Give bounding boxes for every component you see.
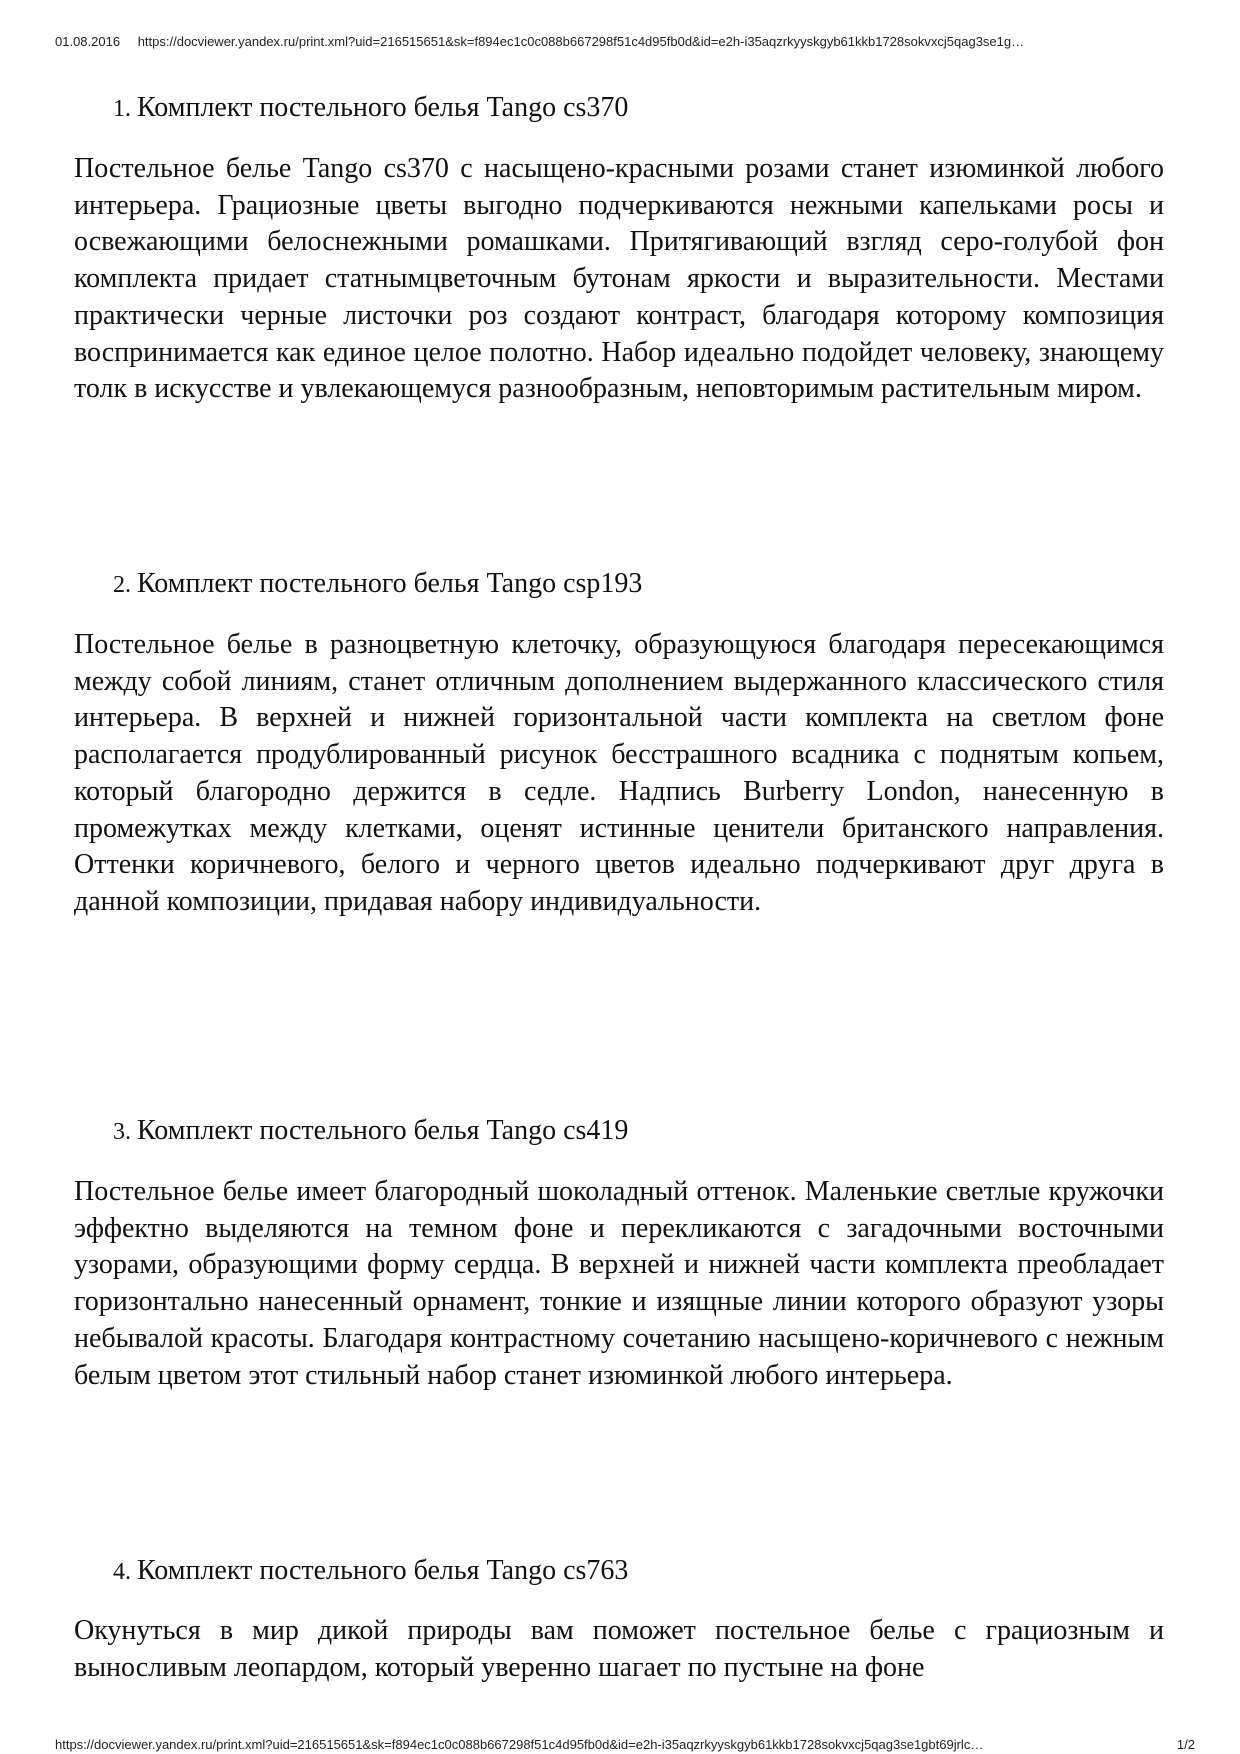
item-number: 2. [113,572,131,598]
print-footer [55,1737,1195,1752]
item-description: Окунуться в мир дикой природы вам поможет постельное белье с грациозным и выносливым леопардом, который уверенно шагает по пустыне на фоне [74,1615,1164,1683]
item-title [113,568,642,601]
item-number: 4. [113,1559,131,1585]
item-title-text: Комплект постельного белья Tango csp193 [137,568,643,599]
item-title [113,92,628,125]
print-header [55,34,1205,49]
item-title-text: Комплект постельного белья Tango cs370 [137,92,629,123]
item-title [113,1115,628,1148]
item-title-text: Комплект постельного белья Tango cs419 [137,1115,629,1146]
item-number: 1. [113,96,131,122]
item-description: Постельное белье Tango cs370 с насыщено-красными розами станет изюминкой любого интерьера. Грациозные цветы выгодно подчеркиваются нежными капельками росы и освежающими белоснежными ромашками. Притягивающий взгляд серо-голубой фон комплекта придает статнымцветочным бутонам яркости и выразительности. Местами практически черные листочки роз создают контраст, благодаря которому композиция воспринимается как единое целое полотно. Набор идеально подойдет человеку, знающему толк в искусстве и увлекающемуся разнообразным, неповторимым растительным миром. [74,153,1164,405]
item-title [113,1555,628,1588]
item-number: 3. [113,1119,131,1145]
item-description: Постельное белье имеет благородный шоколадный оттенок. Маленькие светлые кружочки эффектно выделяются на темном фоне и перекликаются с загадочными восточными узорами, образующими форму сердца. В верхней и нижней части комплекта преобладает горизонтально нанесенный орнамент, тонкие и изящные линии которого образуют узоры небывалой красоты. Благодаря контрастному сочетанию насыщено-коричневого с нежным белым цветом этот стильный набор станет изюминкой любого интерьера. [74,1176,1164,1391]
page-number: 1/2 [1176,1737,1195,1752]
item-title-text: Комплект постельного белья Tango cs763 [137,1555,629,1586]
footer-url[interactable]: https://docviewer.yandex.ru/print.xml?uid=216515651&sk=f894ec1c0c088b667298f51c4d95fb0d&id=e2h-i35aqzrkyyskgyb61kkb1728sokvxcj5qag3se1gbt69jrlc… [55,1737,984,1752]
print-date: 01.08.2016 [55,34,121,49]
print-url[interactable]: https://docviewer.yandex.ru/print.xml?uid=216515651&sk=f894ec1c0c088b667298f51c4d95fb0d&id=e2h-i35aqzrkyyskgyb61kkb1728sokvxcj5qag3se1g… [137,34,1025,49]
item-description: Постельное белье в разноцветную клеточку, образующуюся благодаря пересекающимся между собой линиям, станет отличным дополнением выдержанного классического стиля интерьера. В верхней и нижней горизонтальной части комплекта на светлом фоне располагается продублированный рисунок бесстрашного всадника с поднятым копьем, который благородно держится в седле. Надпись Burberry London, нанесенную в промежутках между клетками, оценят истинные ценители британского направления. Оттенки коричневого, белого и черного цветов идеально подчеркивают друг друга в данной композиции, придавая набору индивидуальности. [74,629,1164,917]
